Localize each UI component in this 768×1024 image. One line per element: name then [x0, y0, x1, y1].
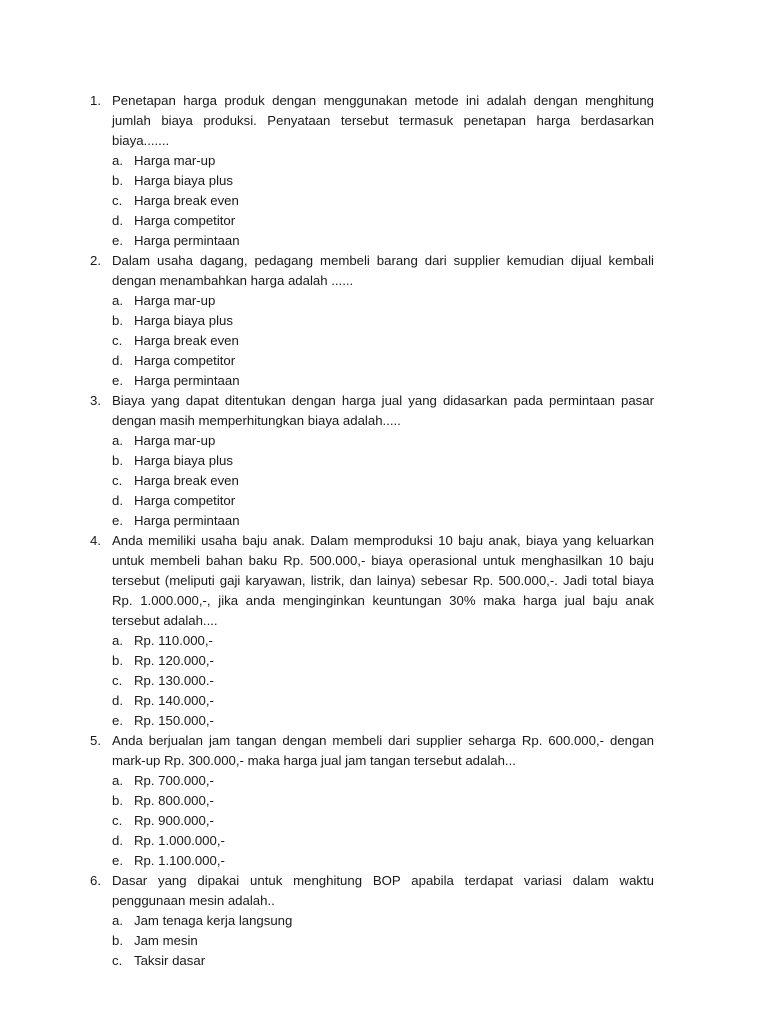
option-text: Rp. 130.000.- — [134, 673, 214, 688]
answer-option-e — [112, 511, 654, 531]
option-text: Rp. 110.000,- — [134, 633, 213, 648]
answer-option-c — [112, 811, 654, 831]
answer-option-a — [112, 911, 654, 931]
answer-option-c — [112, 191, 654, 211]
answer-option-d — [112, 211, 654, 231]
option-text: Harga mar-up — [134, 293, 216, 308]
answer-option-b — [112, 451, 654, 471]
answer-option-b — [112, 791, 654, 811]
option-letter: c. — [112, 473, 123, 488]
option-letter: b. — [112, 173, 123, 188]
option-letter: b. — [112, 653, 123, 668]
question-6 — [0, 871, 768, 971]
option-letter: d. — [112, 213, 123, 228]
option-letter: b. — [112, 933, 123, 948]
answer-option-c — [112, 671, 654, 691]
answer-option-a — [112, 151, 654, 171]
option-text: Rp. 1.100.000,- — [134, 853, 225, 868]
question-body — [112, 251, 654, 391]
question-2 — [0, 251, 768, 391]
option-letter: c. — [112, 813, 123, 828]
question-text: Dasar yang dipakai untuk menghitung BOP apabila terdapat variasi dalam waktu penggunaan mesin adalah.. — [112, 873, 654, 908]
question-text: Dalam usaha dagang, pedagang membeli barang dari supplier kemudian dijual kembali dengan menambahkan harga adalah ...... — [112, 253, 654, 288]
option-text: Taksir dasar — [134, 953, 206, 968]
answer-option-d — [112, 351, 654, 371]
question-number: 5. — [90, 733, 101, 748]
question-number: 4. — [90, 533, 101, 548]
option-text: Harga biaya plus — [134, 313, 233, 328]
answer-option-d — [112, 491, 654, 511]
option-text: Harga mar-up — [134, 433, 216, 448]
option-text: Harga mar-up — [134, 153, 216, 168]
question-text: Biaya yang dapat ditentukan dengan harga jual yang didasarkan pada permintaan pasar dengan masih memperhitungkan biaya adalah..... — [112, 393, 654, 428]
answer-option-a — [112, 631, 654, 651]
question-text: Anda berjualan jam tangan dengan membeli dari supplier seharga Rp. 600.000,- dengan mark-up Rp. 300.000,- maka harga jual jam tangan tersebut adalah... — [112, 733, 654, 768]
option-letter: c. — [112, 953, 123, 968]
question-1 — [0, 91, 768, 251]
answer-option-d — [112, 691, 654, 711]
answer-option-b — [112, 171, 654, 191]
answer-option-e — [112, 371, 654, 391]
option-letter: a. — [112, 773, 123, 788]
option-text: Harga competitor — [134, 493, 236, 508]
option-text: Rp. 150.000,- — [134, 713, 214, 728]
option-text: Rp. 800.000,- — [134, 793, 214, 808]
question-number: 3. — [90, 393, 101, 408]
question-number: 2. — [90, 253, 101, 268]
option-text: Harga break even — [134, 473, 239, 488]
question-body — [112, 391, 654, 531]
question-number: 6. — [90, 873, 101, 888]
question-body — [112, 531, 654, 731]
option-text: Harga permintaan — [134, 233, 240, 248]
option-letter: a. — [112, 913, 123, 928]
option-text: Harga competitor — [134, 213, 236, 228]
option-letter: d. — [112, 833, 123, 848]
option-text: Jam tenaga kerja langsung — [134, 913, 293, 928]
question-number: 1. — [90, 93, 101, 108]
question-body — [112, 731, 654, 871]
answer-option-b — [112, 931, 654, 951]
option-letter: c. — [112, 333, 123, 348]
answer-option-c — [112, 471, 654, 491]
option-text: Rp. 900.000,- — [134, 813, 214, 828]
option-letter: d. — [112, 693, 123, 708]
option-letter: d. — [112, 493, 123, 508]
option-text: Harga biaya plus — [134, 453, 233, 468]
answer-option-b — [112, 311, 654, 331]
question-5 — [0, 731, 768, 871]
option-letter: e. — [112, 373, 123, 388]
option-text: Rp. 1.000.000,- — [134, 833, 225, 848]
answer-option-c — [112, 951, 654, 971]
answer-option-a — [112, 431, 654, 451]
option-letter: a. — [112, 153, 123, 168]
question-text: Anda memiliki usaha baju anak. Dalam memproduksi 10 baju anak, biaya yang keluarkan untuk membeli bahan baku Rp. 500.000,- biaya operasional untuk menghasilkan 10 baju tersebut (meliputi gaji karyawan, listrik, dan lainya) sebesar Rp. 500.000,-. Jadi total biaya Rp. 1.000.000,-, jika anda menginginkan keuntungan 30% maka harga jual baju anak tersebut adalah.... — [112, 533, 654, 628]
option-letter: e. — [112, 513, 123, 528]
option-letter: b. — [112, 313, 123, 328]
answer-option-e — [112, 231, 654, 251]
option-letter: a. — [112, 433, 123, 448]
option-text: Harga competitor — [134, 353, 236, 368]
answer-option-b — [112, 651, 654, 671]
option-letter: c. — [112, 673, 123, 688]
question-4 — [0, 531, 768, 731]
option-letter: d. — [112, 353, 123, 368]
option-text: Harga break even — [134, 193, 239, 208]
question-body — [112, 91, 654, 251]
option-text: Harga biaya plus — [134, 173, 233, 188]
option-letter: e. — [112, 233, 123, 248]
option-letter: c. — [112, 193, 123, 208]
question-3 — [0, 391, 768, 531]
option-text: Harga permintaan — [134, 373, 240, 388]
option-text: Jam mesin — [134, 933, 198, 948]
option-letter: e. — [112, 853, 123, 868]
option-letter: b. — [112, 793, 123, 808]
option-text: Rp. 120.000,- — [134, 653, 214, 668]
question-text: Penetapan harga produk dengan menggunakan metode ini adalah dengan menghitung jumlah biaya produksi. Penyataan tersebut termasuk penetapan harga berdasarkan biaya....... — [112, 93, 654, 148]
option-text: Harga permintaan — [134, 513, 240, 528]
answer-option-e — [112, 851, 654, 871]
option-text: Rp. 700.000,- — [134, 773, 214, 788]
answer-option-c — [112, 331, 654, 351]
question-body — [112, 871, 654, 971]
question-list — [0, 91, 768, 971]
answer-option-d — [112, 831, 654, 851]
option-text: Harga break even — [134, 333, 239, 348]
option-letter: a. — [112, 293, 123, 308]
answer-option-e — [112, 711, 654, 731]
option-text: Rp. 140.000,- — [134, 693, 214, 708]
answer-option-a — [112, 291, 654, 311]
option-letter: b. — [112, 453, 123, 468]
answer-option-a — [112, 771, 654, 791]
option-letter: e. — [112, 713, 123, 728]
option-letter: a. — [112, 633, 123, 648]
